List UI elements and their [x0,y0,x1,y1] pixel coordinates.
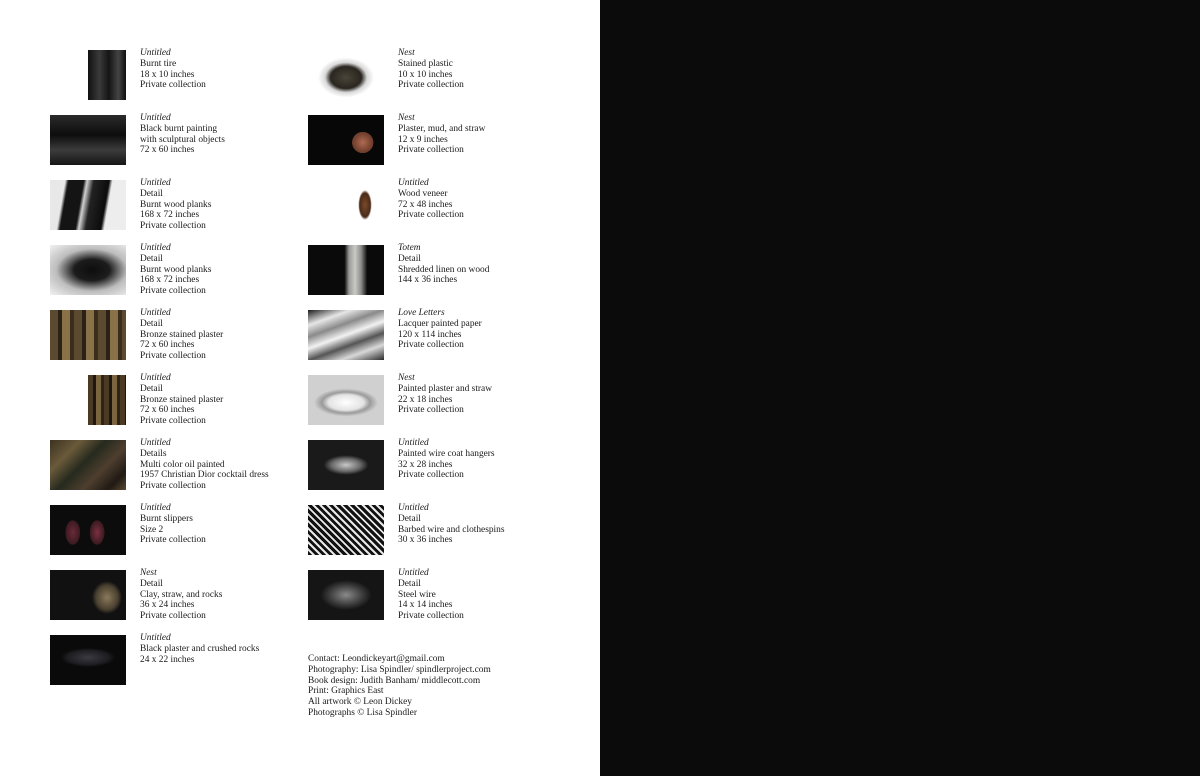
work-detail: Detail [140,188,163,199]
work-title: Untitled [140,48,171,58]
work-detail: 10 x 10 inches [398,69,453,80]
catalog-entry [308,438,568,503]
entry-caption [140,243,211,297]
work-detail: Private collection [140,535,206,546]
work-detail: 168 x 72 inches [140,275,200,286]
work-detail: Painted plaster and straw [398,383,492,394]
burnt-tire-photo [88,50,126,100]
catalog-entry [50,243,310,308]
catalog-entry [50,308,310,373]
catalog-entry [50,48,310,113]
work-detail: Detail [398,578,421,589]
work-detail: 18 x 10 inches [140,69,195,80]
entry-caption [140,438,269,492]
catalog-entry [50,633,310,698]
work-detail: 168 x 72 inches [140,210,200,221]
work-detail: Detail [140,383,163,394]
work-title: Untitled [140,178,171,188]
work-detail: 1957 Christian Dior cocktail dress [140,470,269,481]
catalog-entry [308,48,568,113]
catalog-entry [50,503,310,568]
catalog-entry [308,373,568,438]
work-title: Totem [398,243,421,253]
work-title: Untitled [140,113,171,123]
work-detail: Private collection [140,286,206,297]
work-detail: Private collection [398,405,464,416]
work-detail: Private collection [140,221,206,232]
work-title: Untitled [140,308,171,318]
work-detail: Size 2 [140,524,164,535]
work-detail: Private collection [398,611,464,622]
work-title: Nest [398,48,415,58]
entry-caption [398,568,464,622]
work-detail: Detail [140,578,163,589]
work-detail: 72 x 60 inches [140,340,195,351]
work-detail: Private collection [398,145,464,156]
burnt-slippers-photo [50,505,126,555]
entry-caption [140,48,206,91]
work-detail: Bronze stained plaster [140,394,224,405]
work-detail: Stained plastic [398,58,453,69]
work-detail: Shredded linen on wood [398,264,490,275]
steel-wire-photo [308,570,384,620]
entry-caption [398,178,464,221]
work-title: Untitled [140,373,171,383]
work-detail: Detail [398,513,421,524]
work-detail: 22 x 18 inches [398,394,453,405]
work-detail: Detail [140,318,163,329]
work-detail: 24 x 22 inches [140,654,195,665]
catalog-entry [308,308,568,373]
work-detail: with sculptural objects [140,134,225,145]
work-detail: Black burnt painting [140,123,218,134]
work-detail: Black plaster and crushed rocks [140,643,260,654]
work-detail: Wood veneer [398,188,448,199]
love-letters-photo [308,310,384,360]
right-catalog-column [308,48,568,633]
work-detail: 32 x 28 inches [398,459,453,470]
burnt-wood-planks-photo [50,245,126,295]
painted-plaster-nest-photo [308,375,384,425]
catalog-entry [50,113,310,178]
work-detail: Private collection [140,351,206,362]
work-title: Untitled [140,243,171,253]
work-detail: 72 x 60 inches [140,405,195,416]
catalog-entry [308,568,568,633]
work-detail: Steel wire [398,589,436,600]
colophon-credits [308,654,491,719]
wire-hangers-photo [308,440,384,490]
stained-plastic-nest-photo [308,50,384,100]
work-detail: Private collection [140,416,206,427]
work-title: Untitled [140,503,171,513]
photography-credit: Photography: Lisa Spindler/ spindlerproject.com [308,664,491,675]
work-detail: Private collection [398,470,464,481]
work-detail: 72 x 60 inches [140,145,195,156]
work-detail: Private collection [140,611,206,622]
wood-veneer-photo [346,180,384,230]
work-detail: Private collection [140,80,206,91]
work-detail: 72 x 48 inches [398,199,453,210]
entry-caption [398,503,504,546]
catalog-entry [50,568,310,633]
work-detail: Detail [140,253,163,264]
work-detail: Private collection [140,481,206,492]
work-detail: Painted wire coat hangers [398,448,495,459]
catalog-entry [50,178,310,243]
work-detail: Private collection [398,340,464,351]
work-title: Untitled [398,438,429,448]
bronze-stained-plaster-photo [88,375,126,425]
catalog-entry [308,243,568,308]
work-detail: 144 x 36 inches [398,275,458,286]
print-credit: Print: Graphics East [308,686,384,697]
entry-caption [140,113,225,156]
catalog-entry [308,113,568,178]
entry-caption [398,438,495,481]
work-detail: 12 x 9 inches [398,134,448,145]
work-detail: 120 x 114 inches [398,329,462,340]
work-detail: Private collection [398,210,464,221]
work-detail: Bronze stained plaster [140,329,224,340]
plaster-mud-straw-nest-photo [308,115,384,165]
work-detail: Plaster, mud, and straw [398,123,486,134]
work-title: Untitled [140,438,171,448]
entry-caption [140,633,259,665]
entry-caption [140,568,222,622]
work-detail: Details [140,448,167,459]
bronze-stained-plaster-photo [50,310,126,360]
work-detail: Burnt wood planks [140,264,212,275]
work-title: Love Letters [398,308,445,318]
entry-caption [140,373,223,427]
contact-line: Contact: Leondickeyart@gmail.com [308,654,445,664]
catalog-entry [308,503,568,568]
design-credit: Book design: Judith Banham/ middlecott.com [308,675,481,686]
catalog-entry [50,438,310,503]
dior-dress-photo [50,440,126,490]
work-detail: Clay, straw, and rocks [140,589,223,600]
entry-caption [140,308,223,362]
catalog-entry [308,178,568,243]
work-detail: Burnt wood planks [140,199,212,210]
entry-caption [398,373,492,416]
entry-caption [398,308,482,351]
work-detail: Private collection [398,80,464,91]
work-title: Untitled [398,178,429,188]
work-detail: Burnt tire [140,58,177,69]
work-title: Nest [140,568,157,578]
work-detail: Detail [398,253,421,264]
photo-copyright: Photographs © Lisa Spindler [308,707,417,718]
black-plaster-photo [50,635,126,685]
work-detail: Multi color oil painted [140,459,225,470]
entry-caption [140,178,211,232]
work-detail: Barbed wire and clothespins [398,524,505,535]
black-burnt-painting-photo [50,115,126,165]
work-title: Untitled [398,503,429,513]
entry-caption [140,503,206,546]
work-title: Nest [398,373,415,383]
work-detail: 36 x 24 inches [140,600,195,611]
work-detail: 30 x 36 inches [398,535,453,546]
totem-photo [308,245,384,295]
entry-caption [398,113,485,156]
right-black-page [600,0,1200,776]
work-title: Untitled [140,633,171,643]
artwork-copyright: All artwork © Leon Dickey [308,697,412,708]
work-detail: Burnt slippers [140,513,193,524]
entry-caption [398,243,489,286]
work-title: Untitled [398,568,429,578]
burnt-wood-planks-photo [50,180,126,230]
entry-caption [398,48,464,91]
catalog-entry [50,373,310,438]
work-detail: 14 x 14 inches [398,600,453,611]
clay-straw-nest-photo [50,570,126,620]
barbed-wire-photo [308,505,384,555]
work-detail: Lacquer painted paper [398,318,482,329]
work-title: Nest [398,113,415,123]
left-catalog-column [50,48,310,698]
